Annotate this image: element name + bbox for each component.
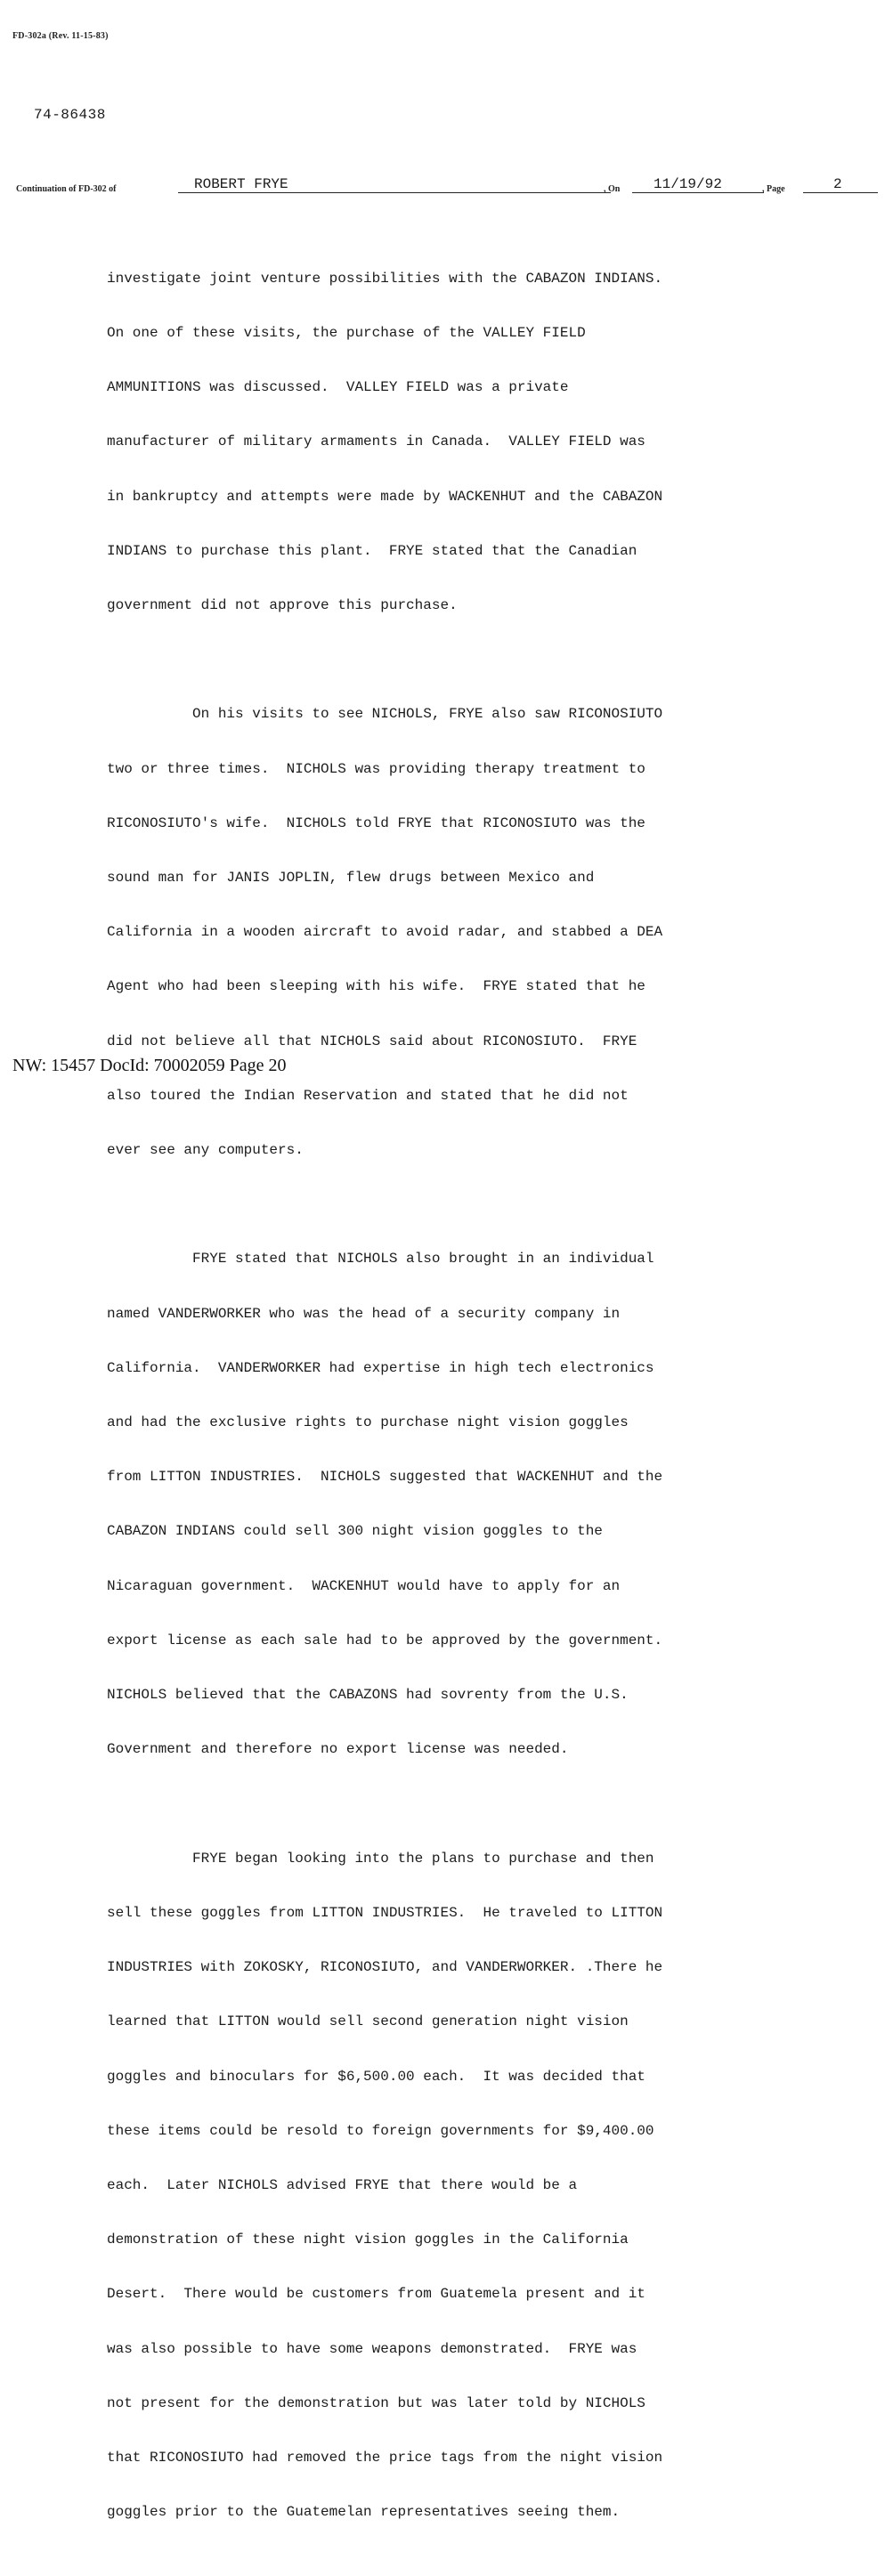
text-line: government did not approve this purchase. (107, 597, 458, 614)
text-line: demonstration of these night vision goggles in the California (107, 2232, 629, 2248)
text-line: FRYE stated that NICHOLS also brought in an individual (107, 1251, 654, 1268)
text-line: On one of these visits, the purchase of the VALLEY FIELD (107, 325, 586, 342)
text-line: that RICONOSIUTO had removed the price tags from the night vision (107, 2449, 663, 2466)
text-line: not present for the demonstration but was later told by NICHOLS (107, 2394, 645, 2411)
report-date: 11/19/92 (632, 175, 764, 193)
text-line: sell these goggles from LITTON INDUSTRIES. He traveled to LITTON (107, 1904, 663, 1921)
text-line: in bankruptcy and attempts were made by WACKENHUT and the CABAZON (107, 488, 663, 505)
text-line: two or three times. NICHOLS was providing therapy treatment to (107, 760, 645, 777)
text-line: CABAZON INDIANS could sell 300 night vision goggles to the (107, 1523, 603, 1540)
text-line: Desert. There would be customers from Guatemela present and it (107, 2286, 645, 2303)
text-line: goggles and binoculars for $6,500.00 each. It was decided that (107, 2068, 645, 2085)
text-line: NICHOLS believed that the CABAZONS had sovrenty from the U.S. (107, 1687, 629, 1704)
text-line: California. VANDERWORKER had expertise in high tech electronics (107, 1359, 654, 1376)
text-line: INDIANS to purchase this plant. FRYE stated that the Canadian (107, 542, 637, 559)
text-line: sound man for JANIS JOPLIN, flew drugs between Mexico and (107, 870, 595, 887)
text-line: ever see any computers. (107, 1142, 304, 1159)
text-line: export license as each sale had to be approved by the government. (107, 1632, 663, 1648)
paragraph (107, 233, 837, 651)
paragraph (107, 1813, 837, 2557)
text-line: and had the exclusive rights to purchase night vision goggles (107, 1414, 629, 1431)
text-line: FRYE began looking into the plans to purchase and then (107, 1850, 654, 1867)
text-line: goggles prior to the Guatemelan representatives seeing them. (107, 2504, 621, 2521)
form-identifier: FD-302a (Rev. 11-15-83) (12, 31, 109, 41)
text-line: RICONOSIUTO's wife. NICHOLS told FRYE that RICONOSIUTO was the (107, 814, 645, 831)
text-line: Nicaraguan government. WACKENHUT would have to apply for an (107, 1577, 621, 1594)
text-line: was also possible to have some weapons demonstrated. FRYE was (107, 2340, 637, 2357)
text-line: named VANDERWORKER who was the head of a security company in (107, 1305, 621, 1322)
page-label: , Page (762, 184, 785, 194)
text-line: learned that LITTON would sell second generation night vision (107, 2013, 629, 2030)
continuation-header (16, 171, 878, 198)
text-line: from LITTON INDUSTRIES. NICHOLS suggested that WACKENHUT and the (107, 1469, 663, 1486)
subject-name: ROBERT FRYE (178, 175, 611, 193)
continuation-label: Continuation of FD-302 of (16, 184, 117, 194)
file-number: 74-86438 (34, 107, 106, 123)
text-line: INDUSTRIES with ZOKOSKY, RICONOSIUTO, and VANDERWORKER. .There he (107, 1959, 663, 1976)
text-line: On his visits to see NICHOLS, FRYE also saw RICONOSIUTO (107, 706, 663, 723)
text-line: California in a wooden aircraft to avoid radar, and stabbed a DEA (107, 924, 663, 941)
text-line: did not believe all that NICHOLS said about RICONOSIUTO. FRYE (107, 1033, 637, 1049)
text-line: manufacturer of military armaments in Canada. VALLEY FIELD was (107, 433, 645, 450)
text-line: Agent who had been sleeping with his wife. FRYE stated that he (107, 978, 645, 995)
text-line: AMMUNITIONS was discussed. VALLEY FIELD was a private (107, 379, 569, 396)
text-line: also toured the Indian Reservation and stated that he did not (107, 1087, 629, 1104)
paragraph (107, 1214, 837, 1795)
text-line: investigate joint venture possibilities with the CABAZON INDIANS. (107, 270, 663, 287)
text-line: these items could be resold to foreign governments for $9,400.00 (107, 2122, 654, 2139)
text-line: each. Later NICHOLS advised FRYE that there would be a (107, 2176, 578, 2193)
text-line: Government and therefore no export license was needed. (107, 1741, 569, 1758)
report-body (107, 233, 837, 2576)
page-number: 2 (803, 175, 878, 193)
paragraph (107, 669, 837, 1196)
on-label: , On (604, 184, 621, 194)
archive-footer: NW: 15457 DocId: 70002059 Page 20 (12, 1056, 287, 1075)
